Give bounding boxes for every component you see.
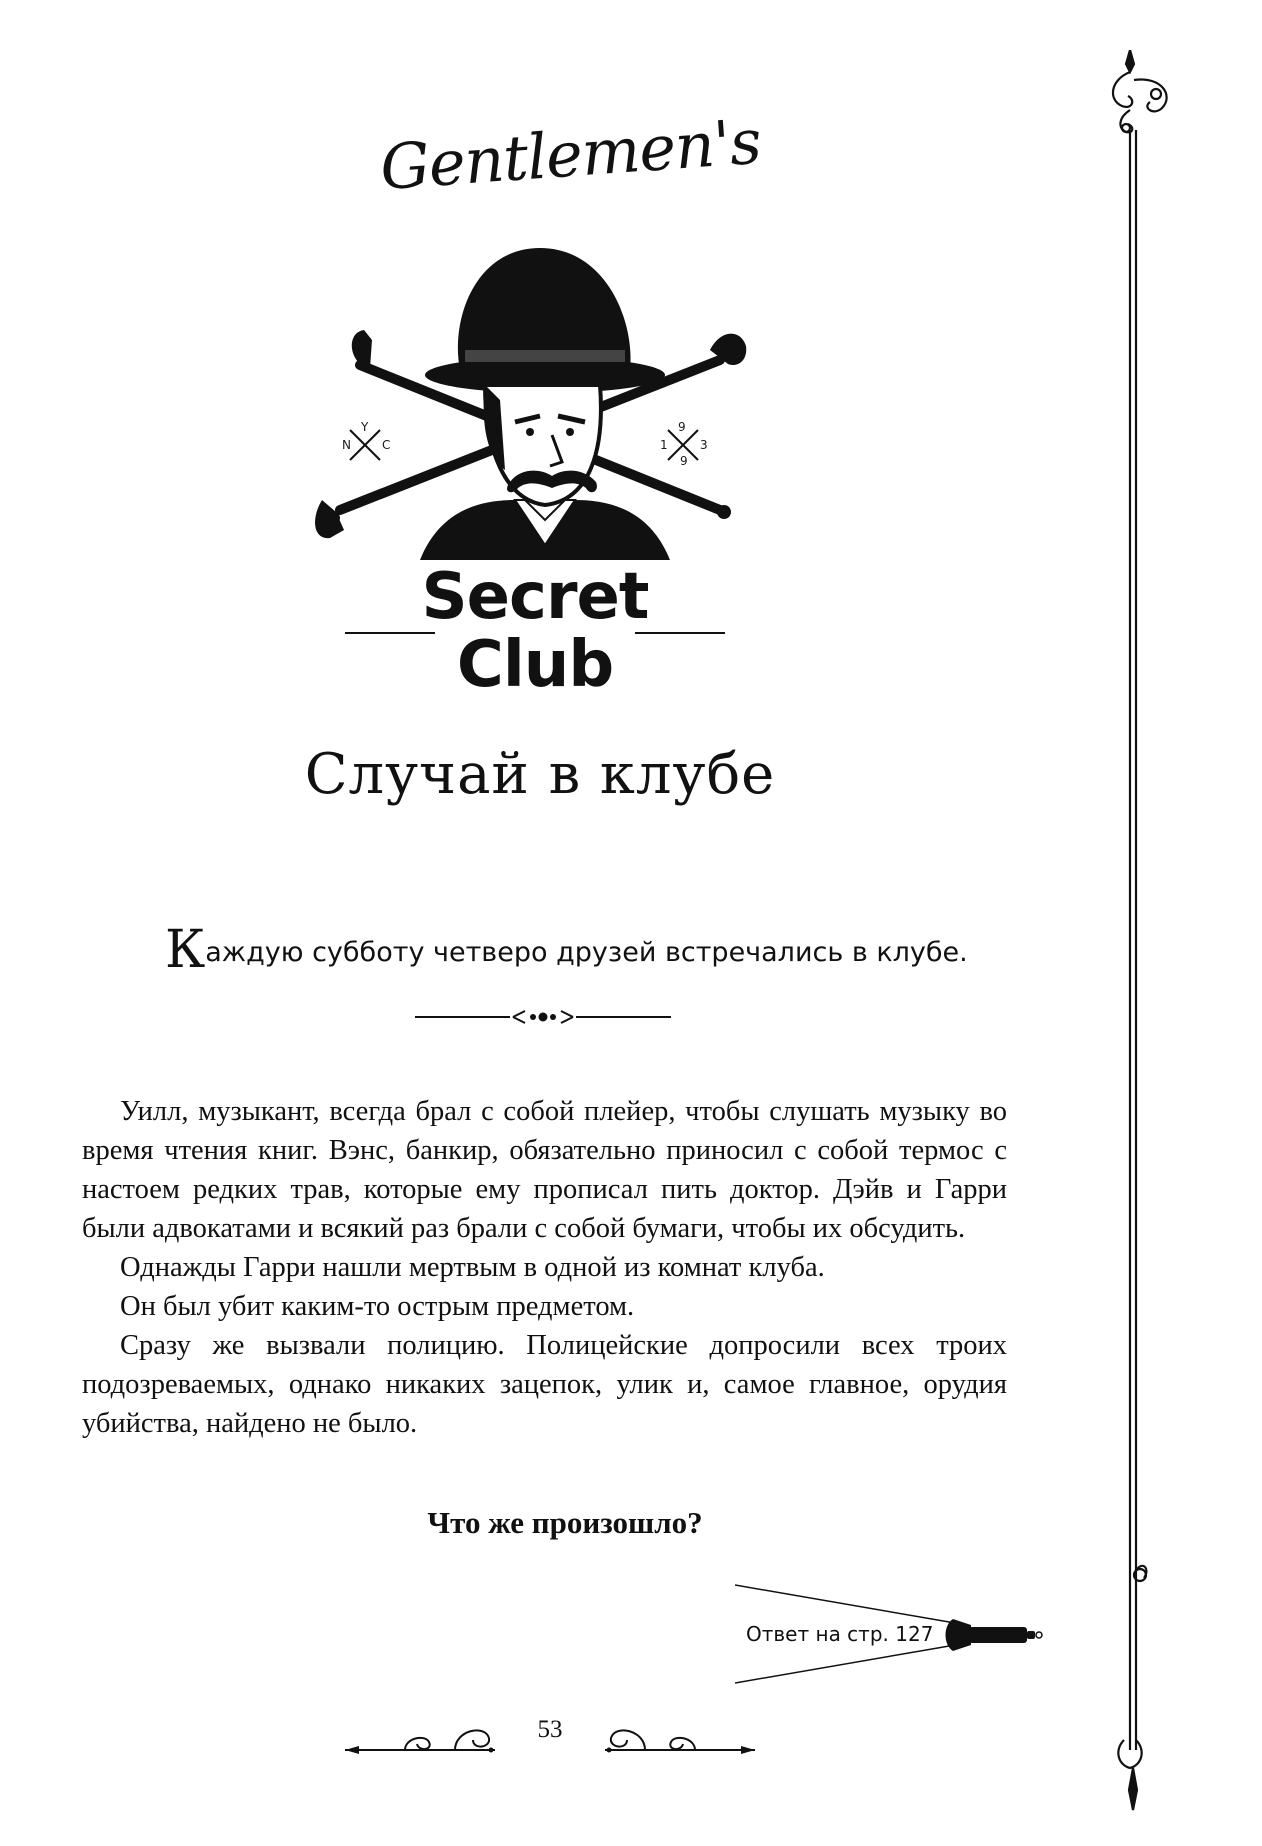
ornamental-divider — [415, 1005, 671, 1029]
drop-cap: К — [165, 920, 206, 980]
badge-digit: 1 — [660, 438, 668, 452]
question-heading: Что же произошло? — [427, 1505, 703, 1540]
badge-digit: 9 — [678, 420, 686, 434]
logo-club-text: Club — [456, 628, 614, 702]
ornamental-border — [1100, 50, 1200, 1830]
paragraph: Однажды Гарри нашли мертвым в одной из комнат клуба. — [120, 1252, 825, 1283]
club-logo — [300, 104, 770, 702]
badge-letter: N — [342, 438, 351, 452]
badge-letter: Y — [361, 420, 369, 434]
lead-sentence — [165, 920, 968, 980]
paragraph: Сразу же вызвали полицию. Полицейские допросили всех троих подозреваемых, однако никаких зацепок, улик и, самое главное, орудия убийства, найдено не было. — [82, 1330, 1007, 1439]
paragraph: Уилл, музыкант, всегда брал с собой плейер, чтобы слушать музыку во время чтения книг. Вэнс, банкир, обязательно приносил с собой термос с настоем редких трав, которые ему прописал пить доктор. Дэйв и Гарри были адвокатами и всякий раз брали с собой бумаги, чтобы их обсудить. — [82, 1096, 1007, 1244]
story-title: Случай в клубе — [304, 742, 776, 807]
answer-reference: Ответ на стр. 127 — [746, 1622, 934, 1646]
badge-digit: 9 — [680, 454, 688, 468]
paragraph: Он был убит каким-то острым предметом. — [120, 1291, 635, 1322]
badge-letter: C — [382, 438, 391, 452]
page-number: 53 — [537, 1716, 563, 1743]
lead-text: аждую субботу четверо друзей встречались в клубе. — [205, 937, 968, 968]
badge-digit: 3 — [700, 438, 708, 452]
story-body — [82, 1092, 1007, 1443]
gentleman-canes-illustration — [300, 200, 770, 620]
logo-secret-text: Secret — [421, 560, 649, 634]
logo-script-text: Gentlemen's — [377, 104, 763, 205]
